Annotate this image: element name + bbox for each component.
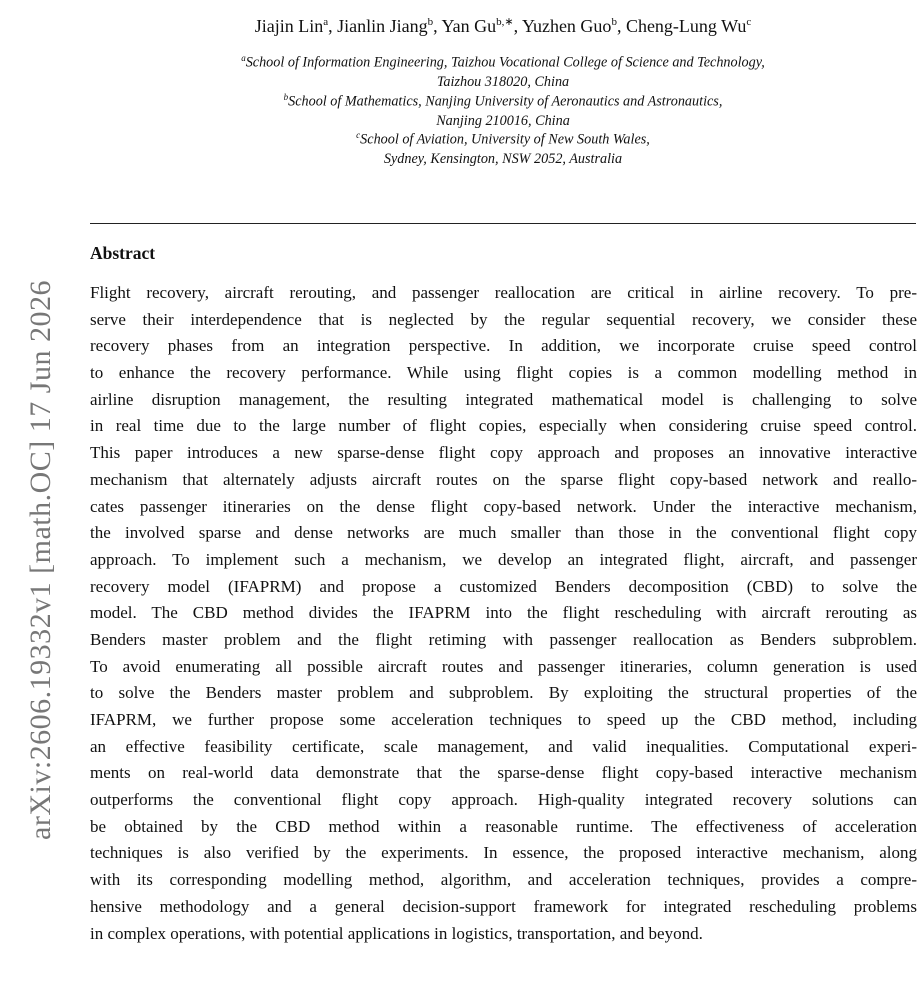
affiliation-line: $^b$School of Mathematics, Nanjing University of Aeronautics and Astronautics,: [283, 92, 723, 110]
affiliation-line: Sydney, Kensington, NSW 2052, Australia: [383, 151, 623, 168]
abstract-line: To avoid enumerating all possible aircraft routes and passenger itineraries, column generation is used: [90, 656, 917, 676]
abstract-line: approach. To implement such a mechanism, we develop an integrated flight, aircraft, and passenger: [90, 549, 917, 569]
abstract-line: cates passenger itineraries on the dense flight copy-based network. Under the interactive mechanism,: [90, 496, 917, 516]
arxiv-identifier-text: arXiv:2606.19332v1 [math.OC] 17 Jun 2026: [24, 280, 57, 840]
abstract-line: model. The CBD method divides the IFAPRM into the flight rescheduling with aircraft rerouting as: [90, 603, 917, 623]
affiliation-line: $^a$School of Information Engineering, Taizhou Vocational College of Science and Technology,: [241, 53, 765, 71]
abstract-heading: Abstract: [90, 243, 156, 263]
affiliation-line: $^c$School of Aviation, University of New South Wales,: [356, 130, 650, 148]
abstract-line: outperforms the conventional flight copy approach. High-quality integrated recovery solutions can: [90, 790, 917, 810]
abstract-line: recovery phases from an integration perspective. In addition, we incorporate cruise speed control: [90, 336, 917, 356]
abstract-line: in complex operations, with potential applications in logistics, transportation, and beyond.: [90, 923, 703, 943]
abstract-line: ments on real-world data demonstrate that the sparse-dense flight copy-based interactive mechanism: [90, 763, 917, 783]
abstract-line: techniques is also verified by the experiments. In essence, the proposed interactive mechanism, along: [90, 843, 917, 863]
abstract-body: [90, 280, 917, 947]
abstract-line: the involved sparse and dense networks are much smaller than those in the conventional flight copy: [90, 523, 917, 543]
section-divider: [90, 223, 916, 224]
abstract-line: airline disruption management, the resulting integrated mathematical model is challenging to solve: [90, 389, 917, 409]
abstract-line: be obtained by the CBD method within a reasonable runtime. The effectiveness of acceleration: [90, 816, 917, 836]
abstract-line: hensive methodology and a general decision-support framework for integrated rescheduling problems: [90, 896, 917, 916]
author: Jiajin Lin$^a$,: [254, 16, 338, 36]
author: Cheng-Lung Wu$^c$: [625, 16, 752, 36]
abstract-line: an effective feasibility certificate, scale management, and valid inequalities. Computational experi-: [90, 736, 917, 756]
abstract-line: mechanism that alternately adjusts aircraft routes on the sparse flight copy-based network and reallo-: [90, 469, 917, 489]
abstract-line: Flight recovery, aircraft rerouting, and passenger reallocation are critical in airline recovery. To pre-: [90, 283, 917, 302]
abstract-line: Benders master problem and the flight retiming with passenger reallocation as Benders subproblem.: [90, 629, 917, 649]
abstract-line: IFAPRM, we further propose some acceleration techniques to speed up the CBD method, including: [90, 710, 917, 729]
affiliation-line: Nanjing 210016, China: [436, 113, 570, 130]
abstract-line: serve their interdependence that is neglected by the regular sequential recovery, we consider these: [90, 309, 917, 329]
affiliation-b: [90, 88, 916, 131]
author-list: [90, 10, 916, 38]
abstract-line: in real time due to the large number of flight copies, especially when considering cruise speed control.: [90, 416, 917, 436]
affiliation-line: Taizhou 318020, China: [436, 74, 570, 91]
abstract-line: recovery model (IFAPRM) and propose a customized Benders decomposition (CBD) to solve the: [90, 576, 917, 596]
arxiv-identifier-stamp: [23, 215, 59, 905]
affiliation-a: [90, 49, 916, 92]
author: Yan $Gu^{b,∗}$,: [441, 16, 522, 36]
affiliation-c: [90, 126, 916, 169]
author: Jianlin Jiang$^b$,: [337, 16, 442, 36]
author: Yuzhen Guo$^b$,: [521, 16, 626, 36]
abstract-line: to solve the Benders master problem and subproblem. By exploiting the structural properties of the: [90, 683, 917, 703]
abstract-line: with its corresponding modelling method, algorithm, and acceleration techniques, provides a compre-: [90, 870, 917, 890]
abstract-line: This paper introduces a new sparse-dense flight copy approach and proposes an innovative interactive: [90, 443, 917, 463]
abstract-line: to enhance the recovery performance. While using flight copies is a common modelling method in: [90, 363, 917, 383]
